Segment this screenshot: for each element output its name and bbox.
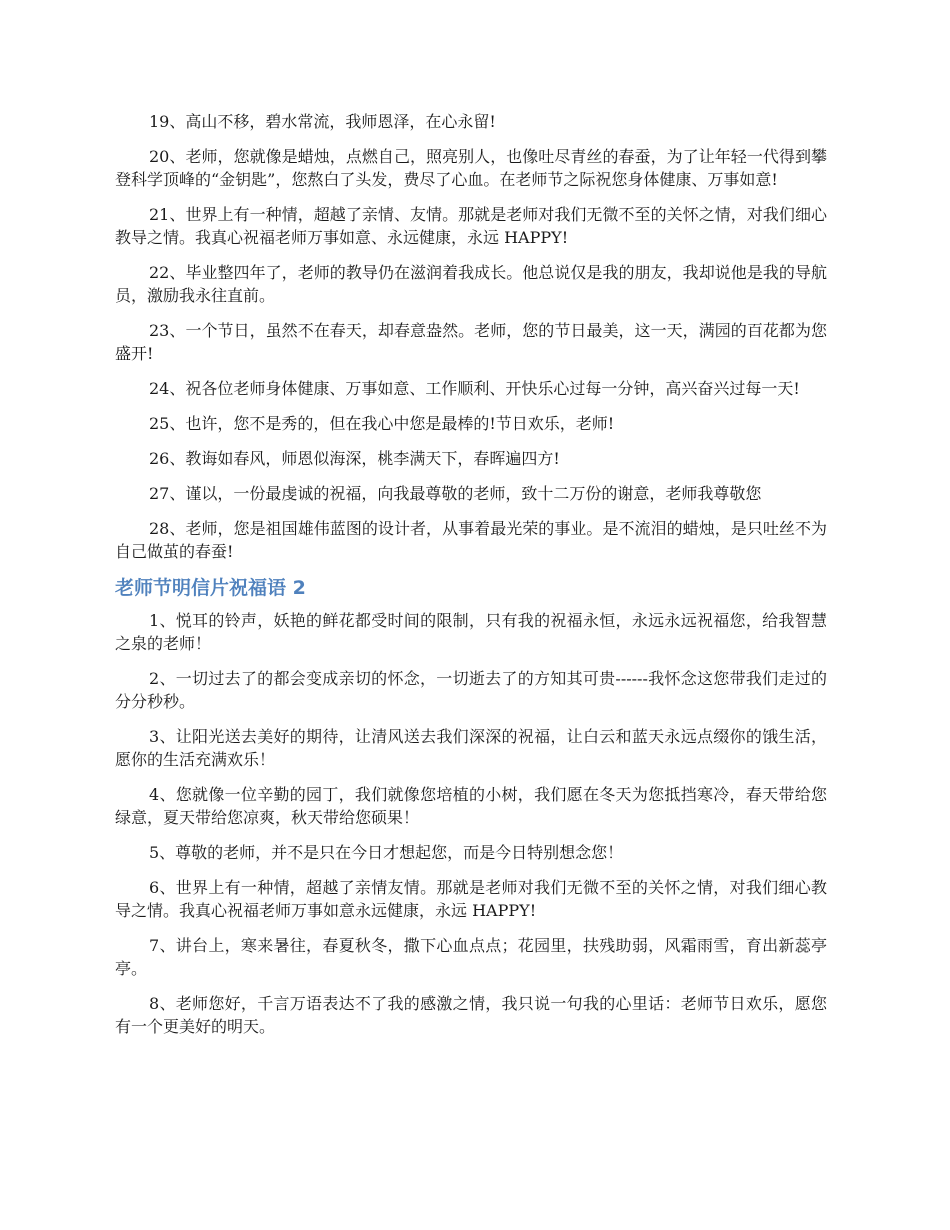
section-heading: 老师节明信片祝福语 2 (115, 577, 306, 599)
section-2 (115, 609, 827, 1038)
paragraph: 2、一切过去了的都会变成亲切的怀念，一切逝去了的方知其可贵------我怀念这您带我们走过的分分秒秒。 (115, 669, 827, 711)
paragraph: 21、世界上有一种情，超越了亲情、友情。那就是老师对我们无微不至的关怀之情，对我们细心教导之情。我真心祝福老师万事如意、永远健康，永远 HAPPY! (115, 205, 827, 247)
paragraph: 3、让阳光送去美好的期待，让清风送去我们深深的祝福，让白云和蓝天永远点缀你的饿生活，愿你的生活充满欢乐！ (115, 727, 827, 769)
paragraph: 20、老师，您就像是蜡烛，点燃自己，照亮别人，也像吐尽青丝的春蚕，为了让年轻一代得到攀登科学顶峰的“金钥匙”，您熬白了头发，费尽了心血。在老师节之际祝您身体健康、万事如意! (115, 147, 827, 189)
paragraph: 5、尊敬的老师，并不是只在今日才想起您，而是今日特别想念您！ (149, 843, 624, 862)
paragraph: 23、一个节日，虽然不在春天，却春意盎然。老师，您的节日最美，这一天，满园的百花都为您盛开! (115, 321, 827, 363)
paragraph: 22、毕业整四年了，老师的教导仍在滋润着我成长。他总说仅是我的朋友，我却说他是我的导航员，激励我永往直前。 (115, 263, 827, 305)
paragraph: 24、祝各位老师身体健康、万事如意、工作顺利、开快乐心过每一分钟，高兴奋兴过每一天! (149, 379, 800, 398)
paragraph: 1、悦耳的铃声，妖艳的鲜花都受时间的限制，只有我的祝福永恒，永远永远祝福您，给我智慧之泉的老师！ (115, 611, 827, 653)
paragraph: 26、教诲如春风，师恩似海深，桃李满天下，春晖遍四方! (149, 449, 560, 468)
paragraph: 28、老师，您是祖国雄伟蓝图的设计者，从事着最光荣的事业。是不流泪的蜡烛，是只吐丝不为自己做茧的春蚕! (115, 519, 827, 561)
paragraph: 27、谨以，一份最虔诚的祝福，向我最尊敬的老师，致十二万份的谢意，老师我尊敬您 (149, 484, 762, 503)
paragraph: 4、您就像一位辛勤的园丁，我们就像您培植的小树，我们愿在冬天为您抵挡寒冷，春天带给您绿意，夏天带给您凉爽，秋天带给您硕果！ (115, 785, 827, 827)
section-1 (115, 110, 827, 563)
paragraph: 8、老师您好，千言万语表达不了我的感激之情，我只说一句我的心里话：老师节日欢乐，愿您有一个更美好的明天。 (115, 994, 827, 1036)
paragraph: 6、世界上有一种情，超越了亲情友情。那就是老师对我们无微不至的关怀之情，对我们细心教导之情。我真心祝福老师万事如意永远健康，永远 HAPPY! (115, 878, 827, 920)
paragraph: 7、讲台上，寒来暑往，春夏秋冬，撒下心血点点；花园里，扶残助弱，风霜雨雪，育出新蕊亭亭。 (115, 936, 827, 978)
paragraph: 19、高山不移，碧水常流，我师恩泽，在心永留! (149, 112, 496, 131)
paragraph: 25、也许，您不是秀的，但在我心中您是最棒的!节日欢乐，老师! (149, 414, 615, 433)
document-content (115, 110, 827, 1050)
